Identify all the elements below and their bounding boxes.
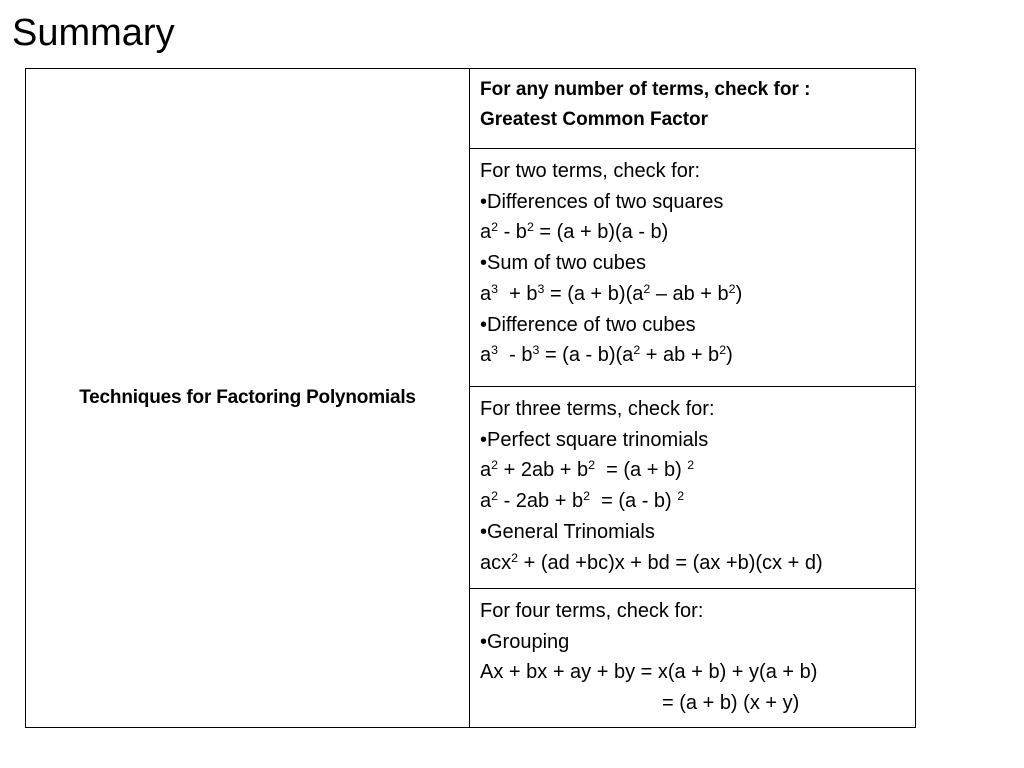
bullet-grouping: •Grouping xyxy=(480,630,570,653)
gcf-line-1: For any number of terms, check for : xyxy=(480,79,811,100)
bullet-general-trinomials: •General Trinomials xyxy=(480,520,655,543)
four-terms-heading: For four terms, check for: xyxy=(480,600,704,622)
summary-table xyxy=(25,68,916,728)
techniques-header-label: Techniques for Factoring Polynomials xyxy=(79,386,416,408)
bullet-sum-cubes: •Sum of two cubes xyxy=(480,252,646,275)
formula-general-trinomial: acx$^2$ + (ad +bc)x + bd = (ax +b)(cx + d) xyxy=(480,550,823,574)
formula-diff-cubes: $a^3 - b^3 = (a - b)(a^2$ + ab + $b^2$) xyxy=(480,343,733,367)
gcf-line-2: Greatest Common Factor xyxy=(480,109,709,130)
four-terms-cell xyxy=(470,589,916,728)
bullet-diff-cubes: •Difference of two cubes xyxy=(480,313,696,336)
bullet-diff-squares: •Differences of two squares xyxy=(480,190,724,213)
slide-title: Summary xyxy=(12,12,175,54)
three-terms-heading: For three terms, check for: xyxy=(480,398,715,420)
formula-grouping: Ax + bx + ay + by = x(a + b) + y(a + b) xyxy=(480,661,818,684)
formula-square-plus: $a^2 + 2ab + b^2 = (a + b)$ $^2$ xyxy=(480,458,695,482)
formula-square-minus: $a^2 - 2ab + b^2 = (a - b)$ $^2$ xyxy=(480,489,685,513)
formula-diff-squares: $a^2 - b^2 = (a + b)(a - b)$ xyxy=(480,220,669,244)
two-terms-cell xyxy=(470,149,916,387)
gcf-cell xyxy=(470,69,916,149)
techniques-header-cell xyxy=(26,69,470,728)
three-terms-cell xyxy=(470,387,916,589)
two-terms-heading: For two terms, check for: xyxy=(480,160,701,182)
formula-grouping-result: = (a + b) (x + y) xyxy=(662,692,800,715)
bullet-perfect-square: •Perfect square trinomials xyxy=(480,428,709,451)
table-row xyxy=(26,69,916,149)
formula-sum-cubes: $a^3 + b^3 = (a + b)(a^2$ – ab + $b^2$) xyxy=(480,282,743,305)
